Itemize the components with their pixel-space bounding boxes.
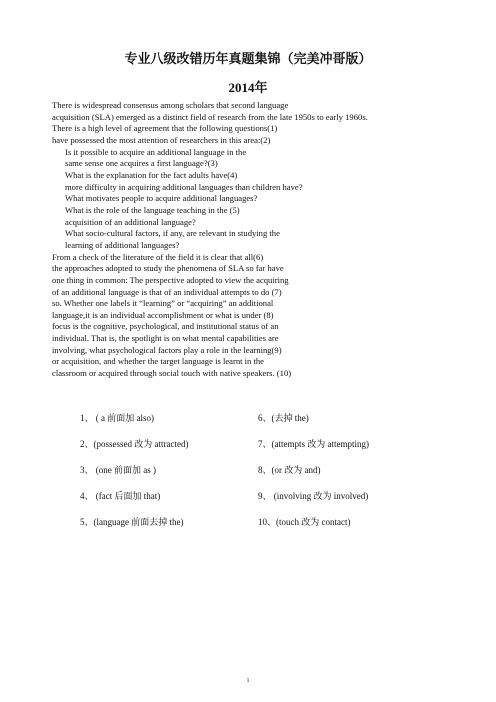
passage-line: language,it is an individual accomplishment or what is under (8) (52, 309, 274, 320)
passage-line: What socio-cultural factors, if any, are relevant in studying the (65, 228, 280, 239)
answer-item: 9、 (involving 改为 involved) (258, 491, 369, 501)
document-year: 2014年 (228, 80, 268, 95)
answer-row (80, 437, 440, 463)
passage-line: What is the role of the language teaching in the (5) (65, 204, 240, 215)
answer-row (80, 463, 440, 489)
passage-line: the approaches adopted to study the phenomena of SLA so far have (52, 263, 284, 274)
passage-line: classroom or acquired through social touch with native speakers. (10) (52, 368, 292, 379)
passage-line: individual. That is, the spotlight is on what mental capabilities are (52, 333, 279, 344)
answer-item: 8、(or 改为 and) (258, 465, 321, 475)
passage-line: acquisition of an additional language? (65, 216, 196, 227)
passage-line: focus is the cognitive, psychological, and institutional status of an (52, 321, 279, 332)
passage-line: acquisition (SLA) emerged as a distinct field of research from the late 1950s to early 1960s. (52, 111, 368, 122)
passage-line: so. Whether one labels it “learning” or “acquiring” an additional (52, 298, 274, 309)
answer-item: 4、 (fact 后面加 that) (80, 491, 161, 501)
answer-item: 1、 ( a 前面加 also) (80, 413, 154, 423)
answer-item: 2、(possessed 改为 attracted) (80, 439, 189, 449)
passage-line: From a check of the literature of the field it is clear that all(6) (52, 251, 264, 262)
passage-line: Is it possible to acquire an additional language in the (65, 146, 247, 157)
answer-row (80, 489, 440, 515)
passage-line: same sense one acquires a first language?(3) (65, 158, 218, 169)
answer-row (80, 411, 440, 437)
passage-line: more difficulty in acquiring additional languages than children have? (65, 181, 303, 192)
answer-item: 5、(language 前面去掉 the) (80, 517, 184, 527)
passage-line: of an additional language is that of an individual attempts to do (7) (52, 286, 282, 297)
passage-line: learning of additional languages? (65, 239, 180, 250)
document-title: 专业八级改错历年真题集锦（完美冲哥版） (124, 51, 372, 66)
answer-key (80, 411, 440, 541)
answer-item: 6、(去掉 the) (258, 413, 309, 423)
answer-item: 3、 (one 前面加 as ) (80, 465, 156, 475)
answer-item: 7、(attempts 改为 attempting) (258, 439, 369, 449)
passage-line: There is widespread consensus among scholars that second language (52, 100, 289, 110)
passage-line: There is a high level of agreement that the following questions(1) (52, 123, 278, 134)
passage-line: one thing in common: The perspective adopted to view the acquiring (52, 274, 289, 285)
answer-row (80, 515, 440, 541)
page-number: 1 (246, 678, 250, 684)
answer-item: 10、(touch 改为 contact) (258, 517, 351, 527)
passage-line: have possessed the most attention of researchers in this area:(2) (52, 134, 271, 145)
passage-line: What is the explanation for the fact adults have(4) (65, 169, 238, 180)
passage-line: What motivates people to acquire additional languages? (65, 193, 258, 204)
passage-line: involving, what psychological factors play a role in the learning(9) (52, 344, 282, 355)
passage (52, 100, 452, 380)
passage-line: or acquisition, and whether the target language is learnt in the (52, 356, 264, 367)
